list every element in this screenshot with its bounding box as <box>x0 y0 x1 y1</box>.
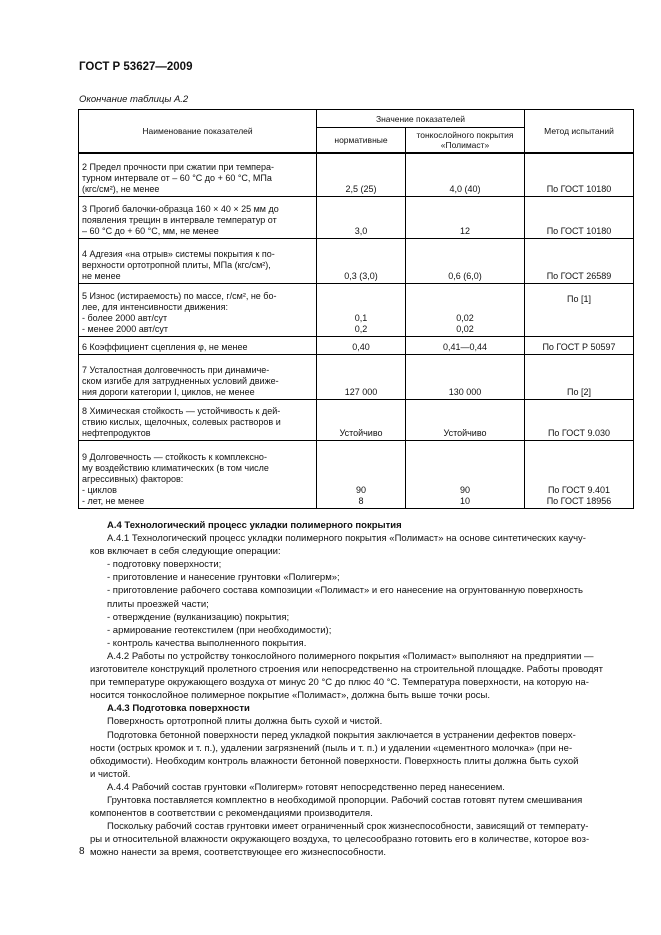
row-test-method: По [2] <box>525 355 634 400</box>
row-normative-value: 0,3 (3,0) <box>317 239 406 284</box>
row-normative-value: 2,5 (25) <box>317 153 406 197</box>
row-polimast-value: 130 000 <box>406 355 525 400</box>
row-indicator-name: 4 Адгезия «на отрыв» системы покрытия к по- верхности ортотропной плиты, МПа (кгс/см²), не менее <box>79 239 317 284</box>
row-indicator-name: 9 Долговечность — стойкость к комплексно- му воздействию климатических (в том числе агрессивных) факторов: - циклов - лет, не менее <box>79 441 317 509</box>
paragraph-a44-3: Поскольку рабочий состав грунтовки имеет ограниченный срок жизнеспособности, зависящий от температу- ры и относительной влажности окружающего воздуха, то целесообразно готовить его в количестве, которое воз- можно нанести за время, соответствующее его жизнеспособности. <box>90 821 590 859</box>
row-indicator-name: 8 Химическая стойкость — устойчивость к дей- ствию кислых, щелочных, солевых растворов и нефтепродуктов <box>79 400 317 441</box>
row-normative-value: Устойчиво <box>317 400 406 441</box>
row-indicator-name: 3 Прогиб балочки-образца 160 × 40 × 25 мм до появления трещин в интервале температур от – 60 °С до + 60 °С, мм, не менее <box>79 197 317 239</box>
row-test-method: По ГОСТ 10180 <box>525 153 634 197</box>
table-row <box>79 153 634 197</box>
paragraph-a43-1: Поверхность ортотропной плиты должна быть сухой и чистой. <box>107 716 383 728</box>
list-item: - отверждение (вулканизацию) покрытия; <box>107 611 290 623</box>
row-indicator-name: 2 Предел прочности при сжатии при темпера- турном интервале от – 60 °С до + 60 °С, МПа (кгс/см²), не менее <box>79 153 317 197</box>
table-row <box>79 239 634 284</box>
row-polimast-value: 0,41—0,44 <box>406 337 525 355</box>
row-test-method: По ГОСТ 9.401 По ГОСТ 18956 <box>525 441 634 509</box>
row-polimast-value: 12 <box>406 197 525 239</box>
col-header-method: Метод испытаний <box>525 110 634 153</box>
page-number: 8 <box>79 846 85 857</box>
row-normative-value: 3,0 <box>317 197 406 239</box>
paragraph-a43-2: Подготовка бетонной поверхности перед укладкой покрытия заключается в устранении дефектов поверх- ности (острых кромок и т. п.), удалении загрязнений (пыль и т. п.) и удалении «цементного молочка» (при не- обходимости). Необходим контроль влажности бетонной поверхности. Поверхность плиты должна быть сухой и чистой. <box>90 729 579 780</box>
list-item: - приготовление и нанесение грунтовки «Полигерм»; <box>107 572 340 584</box>
paragraph-a44-1: А.4.4 Рабочий состав грунтовки «Полигерм» готовят непосредственно перед нанесением. <box>107 781 505 793</box>
row-test-method: По ГОСТ 26589 <box>525 239 634 284</box>
table-row <box>79 355 634 400</box>
row-polimast-value: 4,0 (40) <box>406 153 525 197</box>
section-heading-a4: А.4 Технологический процесс укладки полимерного покрытия <box>107 520 402 531</box>
table-caption: Окончание таблицы А.2 <box>79 94 189 105</box>
table-row <box>79 197 634 239</box>
row-normative-value: 0,40 <box>317 337 406 355</box>
operations-list <box>90 558 618 650</box>
list-item: - приготовление рабочего состава композиции «Полимаст» и его нанесение на огрунтованную поверхность плиты проезжей части; <box>107 585 583 610</box>
doc-header: ГОСТ Р 53627—2009 <box>79 61 193 73</box>
section-heading-a43: А.4.3 Подготовка поверхности <box>107 703 250 715</box>
paragraph-a42: А.4.2 Работы по устройству тонкослойного полимерного покрытия «Полимаст» выполняют на предприятии — изготовителе конструкций пролетного строения или непосредственно на строительной площадке. Работы проводят при температуре окружающего воздуха от минус 20 °С до плюс 40 °С. Температура поверхности, на которую на- носится тонкослойное полимерное покрытие «Полимаст», должна быть выше точки росы. <box>90 650 604 702</box>
table-row <box>79 284 634 337</box>
list-item: - подготовку поверхности; <box>107 559 222 571</box>
list-item: - контроль качества выполненного покрытия. <box>107 637 307 649</box>
row-normative-value: 127 000 <box>317 355 406 400</box>
col-header-normative: нормативные <box>317 128 406 153</box>
indicators-table <box>78 109 634 509</box>
paragraph-a44-2: Грунтовка поставляется комплектно в необходимой пропорции. Рабочий состав готовят путем смешивания компонентов в соответствии с рекомендациями производителя. <box>90 794 583 820</box>
col-header-polimast: тонкослойного покрытия «Полимаст» <box>406 128 525 153</box>
row-test-method: По [1] <box>525 284 634 337</box>
row-test-method: По ГОСТ 9.030 <box>525 400 634 441</box>
row-test-method: По ГОСТ 10180 <box>525 197 634 239</box>
table-row <box>79 400 634 441</box>
row-indicator-name: 5 Износ (истираемость) по массе, г/см², не бо- лее, для интенсивности движения: - более 2000 авт/сут - менее 2000 авт/сут <box>79 284 317 337</box>
row-polimast-value: 0,02 0,02 <box>406 284 525 337</box>
row-polimast-value: Устойчиво <box>406 400 525 441</box>
row-normative-value: 90 8 <box>317 441 406 509</box>
col-header-values: Значение показателей <box>317 110 525 128</box>
col-header-name: Наименование показателей <box>79 110 317 153</box>
table-row <box>79 337 634 355</box>
row-indicator-name: 7 Усталостная долговечность при динамиче- ском изгибе для затрудненных условий движе- ния дороги категории I, циклов, не менее <box>79 355 317 400</box>
row-normative-value: 0,1 0,2 <box>317 284 406 337</box>
body-text <box>90 519 618 859</box>
row-polimast-value: 90 10 <box>406 441 525 509</box>
paragraph-a41: А.4.1 Технологический процесс укладки полимерного покрытия «Полимаст» на основе синтетических каучу- ков включает в себя следующие операции: <box>90 533 586 558</box>
row-indicator-name: 6 Коэффициент сцепления φ, не менее <box>79 337 317 355</box>
row-test-method: По ГОСТ Р 50597 <box>525 337 634 355</box>
table-row <box>79 441 634 509</box>
row-polimast-value: 0,6 (6,0) <box>406 239 525 284</box>
list-item: - армирование геотекстилем (при необходимости); <box>107 624 332 636</box>
